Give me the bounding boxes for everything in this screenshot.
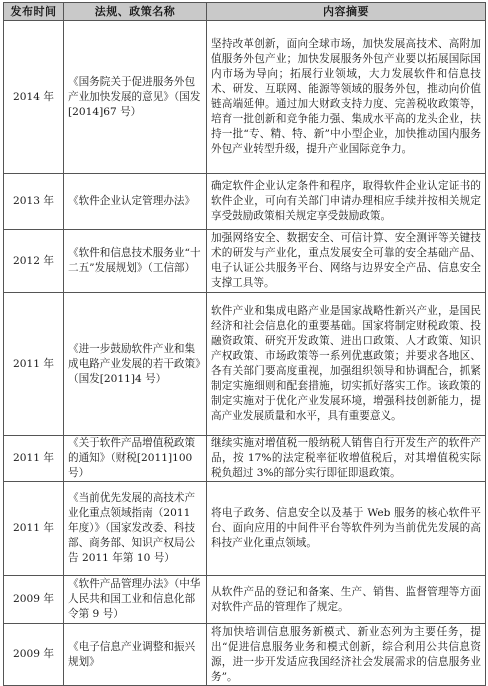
table-row: [4, 230, 486, 293]
law-name: 《软件和信息技术服务业“十二五”发展规划》（工信部）: [64, 230, 207, 293]
header-law-name: 法规、政策名称: [64, 3, 207, 21]
release-date: 2009 年: [4, 576, 64, 624]
summary: 确定软件企业认定条件和程序，取得软件企业认定证书的软件企业，可向有关部门申请办理相应手续并按相关规定享受鼓励政策相关规定享受鼓励政策。: [207, 174, 486, 230]
summary: 从软件产品的登记和备案、生产、销售、监督管理等方面对软件产品的管理作了规定。: [207, 576, 486, 624]
law-name: 《软件产品管理办法》（中华人民共和国工业和信息化部令第 9 号）: [64, 576, 207, 624]
header-release-date: 发布时间: [4, 3, 64, 21]
summary: 将加快培训信息服务新模式、新业态列为主要任务，提出“促进信息服务业务和模式创新，综合利用公共信息资源，进一步开发适应我国经济社会发展需求的信息服务业务”。: [207, 624, 486, 686]
table-row: [4, 293, 486, 436]
policy-table: [3, 2, 486, 686]
table-row: [4, 576, 486, 624]
table-row: [4, 624, 486, 686]
table-row: [4, 436, 486, 482]
summary: 继续实施对增值税一般纳税人销售自行开发生产的软件产品，按 17%的法定税率征收增值税后，对其增值税实际税负超过 3%的部分实行即征即退政策。: [207, 436, 486, 482]
law-name: 《关于软件产品增值税政策的通知》（财税[2011]100 号）: [64, 436, 207, 482]
release-date: 2013 年: [4, 174, 64, 230]
table-row: [4, 174, 486, 230]
law-name: 《国务院关于促进服务外包产业加快发展的意见》（国发[2014]67 号）: [64, 21, 207, 174]
release-date: 2014 年: [4, 21, 64, 174]
summary: 软件产业和集成电路产业是国家战略性新兴产业，是国民经济和社会信息化的重要基础。国家将制定财税政策、投融资政策、研究开发政策、进出口政策、人才政策、知识产权政策、市场政策等一系列优惠政策；并要求各地区、各有关部门要高度重视，加强组织领导和协调配合，抓紧制定实施细则和配套措施，切实抓好落实工作。该政策的制定实施对于优化产业发展环境，增强科技创新能力，提高产业发展质量和水平，具有重要意义。: [207, 293, 486, 436]
release-date: 2011 年: [4, 436, 64, 482]
release-date: 2012 年: [4, 230, 64, 293]
summary: 坚持改革创新，面向全球市场，加快发展高技术、高附加值服务外包产业；加快发展服务外包产业要以拓展国际国内市场为导向；拓展行业领域，大力发展软件和信息技术、研发、互联网、能源等领域的服务外包，推动向价值链高端延伸。通过加大财政支持力度、完善税收政策等，培育一批创新和竞争能力强、集成水平高的龙头企业，扶持一批“专、精、特、新”中小型企业，加快推动国内服务外包产业转型升级，提升产业国际竞争力。: [207, 21, 486, 174]
table-header-row: [4, 3, 486, 21]
law-name: 《进一步鼓励软件产业和集成电路产业发展的若干政策》（国发[2011]4 号）: [64, 293, 207, 436]
law-name: 《软件企业认定管理办法》: [64, 174, 207, 230]
table-row: [4, 21, 486, 174]
release-date: 2011 年: [4, 482, 64, 576]
summary: 将电子政务、信息安全以及基于 Web 服务的核心软件平台、面向应用的中间件平台等软件列为当前优先发展的高科技产业化重点领域。: [207, 482, 486, 576]
release-date: 2011 年: [4, 293, 64, 436]
release-date: 2009 年: [4, 624, 64, 686]
summary: 加强网络安全、数据安全、可信计算、安全测评等关键技术的研发与产业化，重点发展安全可靠的安全基础产品、电子认证公共服务平台、网络与边界安全产品、信息安全支撑工具等。: [207, 230, 486, 293]
law-name: 《当前优先发展的高技术产业化重点领域指南（2011 年度）》（国家发改委、科技部、商务部、知识产权局公告 2011 年第 10 号）: [64, 482, 207, 576]
header-summary: 内容摘要: [207, 3, 486, 21]
table-row: [4, 482, 486, 576]
law-name: 《电子信息产业调整和振兴规划》: [64, 624, 207, 686]
